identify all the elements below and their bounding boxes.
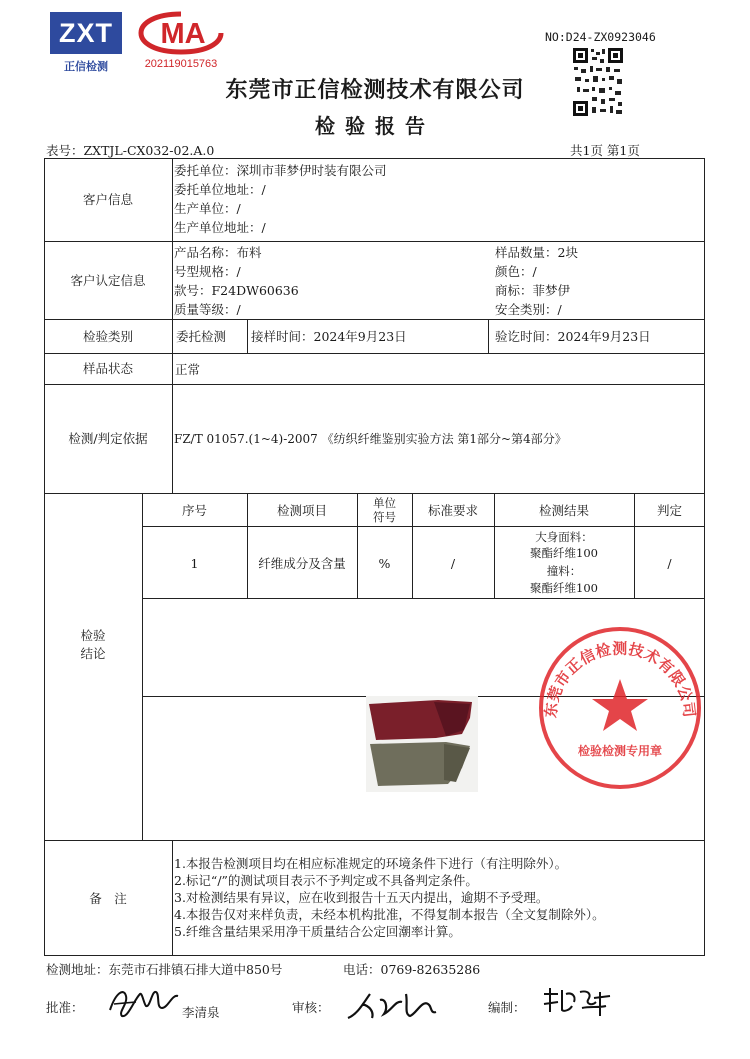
approver-signature xyxy=(106,982,182,1022)
quality-grade: 质量等级：/ xyxy=(174,302,241,317)
conclusion-label-line-1: 检验 xyxy=(80,628,106,643)
inspection-type-label: 检验类别 xyxy=(82,328,133,344)
inspection-type-value: 委托检测 xyxy=(176,329,227,344)
note-5: 5.纤维含量结果采用净干质量结合公定回潮率计算。 xyxy=(174,924,461,939)
color: 颜色：/ xyxy=(495,264,537,279)
customer-line-client-address: 委托单位地址：/ xyxy=(174,182,266,197)
row-requirement: / xyxy=(450,556,456,571)
note-4: 4.本报告仅对来样负责，未经本机构批准，不得复制本报告（全文复制除外）。 xyxy=(174,907,605,922)
document-title: 检验报告 xyxy=(315,114,435,138)
product-name: 产品名称：布料 xyxy=(174,245,262,260)
header-symbol: 符号 xyxy=(373,510,396,524)
style-number: 款号：F24DW60636 xyxy=(174,283,299,298)
size-spec: 号型规格：/ xyxy=(174,264,241,279)
header-unit: 单位 xyxy=(373,496,396,510)
note-3: 3.对检测结果有异议，应在收到报告十五天内提出，逾期不予受理。 xyxy=(174,890,549,905)
review-label: 审核： xyxy=(292,1000,330,1015)
customer-line-producer: 生产单位：/ xyxy=(174,201,241,216)
header-result: 检测结果 xyxy=(538,503,589,518)
row-result-main-value: 聚酯纤维100 xyxy=(530,546,598,560)
notes-label: 备 注 xyxy=(89,890,127,906)
cma-logo-text: MA xyxy=(160,18,206,50)
seal-center-text: 检验检测专用章 xyxy=(577,744,663,758)
approve-label: 批准： xyxy=(46,1000,84,1015)
report-number: NO:D24-ZX0923046 xyxy=(545,30,656,44)
compile-label: 编制： xyxy=(488,1000,526,1015)
zxt-logo: ZXT xyxy=(50,12,122,54)
row-seq: 1 xyxy=(190,556,199,571)
lab-address: 检测地址：东莞市石排镇石排大道中850号 xyxy=(46,962,283,977)
header-seq: 序号 xyxy=(181,503,207,518)
row-item: 纤维成分及含量 xyxy=(258,556,346,571)
basis-label: 检测/判定依据 xyxy=(68,431,148,446)
sample-state-label: 样品状态 xyxy=(82,361,133,376)
row-result-main-label: 大身面料： xyxy=(535,530,593,544)
note-2: 2.标记“/”的测试项目表示不予判定或不具备判定条件。 xyxy=(174,873,478,888)
basis-value: FZ/T 01057.(1~4)-2007 《纺织纤维鉴别实验方法 第1部分~第4部分》 xyxy=(174,432,567,446)
row-result-trim-label: 撞料： xyxy=(546,564,582,578)
row-result-trim-value: 聚酯纤维100 xyxy=(530,581,598,595)
customer-info-label: 客户信息 xyxy=(82,192,133,207)
approver-name: 李清泉 xyxy=(182,1005,220,1020)
cma-logo xyxy=(135,10,227,56)
row-verdict: / xyxy=(667,556,672,571)
sample-quantity: 样品数量：2块 xyxy=(495,245,578,260)
header-verdict: 判定 xyxy=(656,503,682,518)
sample-fabric-photo xyxy=(366,696,478,792)
page-info: 共1页 第1页 xyxy=(570,143,640,158)
seal-ring-text: 东莞市正信检测技术有限公司 xyxy=(541,639,699,719)
company-name: 东莞市正信检测技术有限公司 xyxy=(225,77,525,103)
lab-phone: 电话：0769-82635286 xyxy=(343,962,481,977)
trademark: 商标：菲梦伊 xyxy=(495,283,571,298)
note-1: 1.本报告检测项目均在相应标准规定的环境条件下进行（有注明除外）。 xyxy=(174,856,568,871)
reviewer-signature xyxy=(344,984,440,1024)
header-requirement: 标准要求 xyxy=(427,503,478,518)
safety-category: 安全类别：/ xyxy=(495,302,562,317)
official-seal xyxy=(537,625,703,791)
form-number: 表号：ZXTJL-CX032-02.A.0 xyxy=(46,143,215,158)
header-item: 检测项目 xyxy=(276,503,327,518)
zxt-logo-subtitle: 正信检测 xyxy=(64,60,108,73)
compiler-signature xyxy=(540,984,616,1020)
sample-state-value: 正常 xyxy=(175,362,201,377)
received-date: 接样时间：2024年9月23日 xyxy=(251,329,407,344)
conclusion-label-line-2: 结论 xyxy=(80,646,106,661)
completed-date: 验讫时间：2024年9月23日 xyxy=(495,329,651,344)
confirmed-info-label: 客户认定信息 xyxy=(70,272,146,288)
row-unit: % xyxy=(378,556,391,571)
customer-line-producer-address: 生产单位地址：/ xyxy=(174,220,266,235)
cma-number: 202119015763 xyxy=(144,58,218,70)
customer-line-client: 委托单位：深圳市菲梦伊时装有限公司 xyxy=(174,163,387,178)
